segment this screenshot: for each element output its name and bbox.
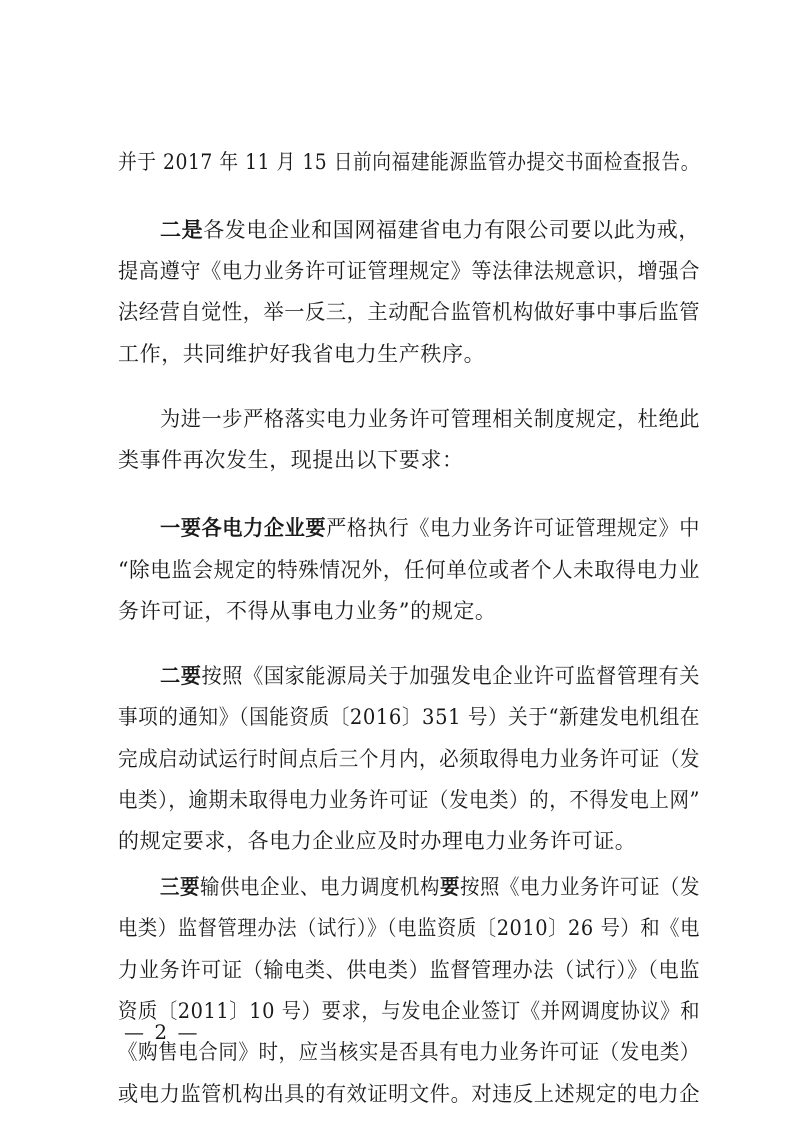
text-run: 力业务许可证（输电类、供电类）监督管理办法（试行）》（电监: [118, 958, 700, 982]
text-line: [118, 913, 700, 943]
text-run: “除电监会规定的特殊情况外，任何单位或者个人未取得电力业: [118, 558, 701, 582]
text-line: [118, 955, 700, 985]
text-line: [160, 404, 700, 434]
text-run: 资质〔2011〕10 号）要求，与发电企业签订《并网调度协议》和: [118, 999, 701, 1023]
text-run: 《购售电合同》时，应当核实是否具有电力业务许可证（发电类）: [118, 1040, 700, 1064]
text-line: [118, 1079, 700, 1109]
text-line: [118, 702, 700, 732]
text-line: [160, 872, 700, 902]
text-line: [118, 785, 700, 815]
text-run: 严格执行《电力业务许可证管理规定》中: [326, 516, 701, 540]
text-run: 按照《国家能源局关于加强发电企业许可监督管理有关: [201, 664, 700, 688]
text-run: 电类）监督管理办法（试行）》（电监资质〔2010〕26 号）和《电: [118, 916, 700, 940]
text-run: 为进一步严格落实电力业务许可管理相关制度规定，杜绝此: [160, 407, 700, 431]
text-line: [118, 256, 700, 286]
emphasis-text: 要: [439, 874, 461, 899]
text-line: [118, 1037, 700, 1067]
text-run: 类事件再次发生，现提出以下要求：: [118, 448, 464, 472]
emphasis-text: 二是: [160, 217, 204, 242]
text-run: 或电力监管机构出具的有效证明文件。对违反上述规定的电力企: [118, 1082, 701, 1106]
emphasis-text: 二要: [160, 663, 202, 688]
text-line: [118, 744, 700, 774]
text-run: 事项的通知》（国能资质〔2016〕351 号）关于“新建发电机组在: [118, 705, 700, 729]
text-run: 完成启动试运行时间点后三个月内，必须取得电力业务许可证（发: [118, 747, 700, 771]
emphasis-text: 三要: [160, 874, 201, 899]
text-line: [118, 555, 700, 585]
text-line: [118, 826, 636, 856]
text-run: 输供电企业、电力调度机构: [200, 875, 440, 899]
text-line: [118, 339, 485, 369]
text-line: [118, 996, 700, 1026]
emphasis-text: 一要各电力企业要: [160, 515, 327, 540]
text-line: [160, 513, 700, 543]
text-run: 各发电企业和国网福建省电力有限公司要以此为戒，: [203, 218, 701, 242]
text-line: [160, 661, 700, 691]
text-run: 的规定要求，各电力企业应及时办理电力业务许可证。: [118, 829, 637, 853]
text-line: [160, 215, 700, 245]
text-run: 电类），逾期未取得电力业务许可证（发电类）的，不得发电上网”: [118, 788, 701, 812]
text-run: 并于 2017 年 11 月 15 日前向福建能源监管办提交书面检查报告。: [118, 150, 700, 174]
text-run: 务许可证，不得从事电力业务”的规定。: [118, 599, 497, 623]
text-line: [118, 596, 497, 626]
text-line: [118, 445, 464, 475]
text-run: 按照《电力业务许可证（发: [460, 875, 701, 899]
page-number: — 2 —: [124, 1020, 200, 1044]
text-line: [118, 147, 700, 177]
text-run: 法经营自觉性，举一反三，主动配合监管机构做好事中事后监管: [118, 300, 701, 324]
text-line: [118, 297, 700, 327]
text-run: 工作，共同维护好我省电力生产秩序。: [118, 342, 486, 366]
text-run: 提高遵守《电力业务许可证管理规定》等法律法规意识，增强合: [118, 259, 701, 283]
